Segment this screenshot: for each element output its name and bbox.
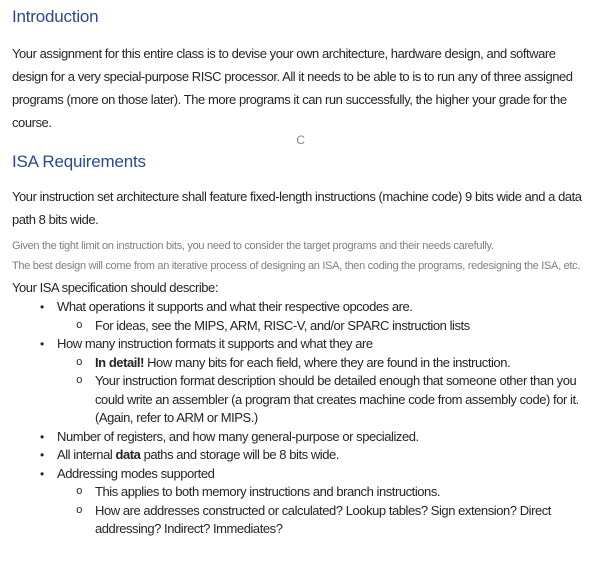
list-item-bold-run: In detail! [95, 354, 144, 370]
heading-introduction: Introduction [12, 7, 99, 26]
list-item-text [57, 298, 589, 317]
list-item-run: How are addresses constructed or calculated? Lookup tables? Sign extension? Direct addressing? Indirect? Immediates? [95, 502, 551, 536]
list-item-run: Addressing modes supported [57, 465, 215, 481]
list-subitem [12, 502, 589, 539]
list-item-run: Number of registers, and how many general-purpose or specialized. [57, 428, 419, 444]
list-item-run: All internal [57, 447, 116, 462]
note-line-2: The best design will come from an iterative process of designing an ISA, then coding the programs, redesigning the ISA, etc. [12, 260, 581, 272]
list-item [12, 298, 589, 317]
bullet-icon: • [40, 337, 44, 351]
spec-intro-paragraph: Your ISA specification should describe: [12, 280, 218, 295]
intro-paragraph: Your assignment for this entire class is to devise your own architecture, hardware design, and software design for a very special-purpose RISC processor. All it needs to be able to is to run any of three assigned programs (more on those later). The more programs it can run successfully, the higher your grade for the course. [12, 46, 573, 130]
list-item-run: How many bits for each field, where they are found in the instruction. [143, 354, 511, 370]
list-item-text [57, 446, 589, 465]
list-item-bold-run: data [115, 447, 141, 462]
list-item-text [57, 465, 589, 484]
list-subitem [12, 483, 589, 502]
bullet-icon: • [40, 448, 44, 462]
list-item [12, 446, 589, 465]
list-subitem [12, 317, 589, 336]
list-item-run: For ideas, see the MIPS, ARM, RISC-V, and/or SPARC instruction lists [95, 317, 470, 333]
list-item-text [57, 335, 589, 354]
circle-bullet-icon: o [76, 375, 83, 387]
list-item-text [95, 483, 589, 502]
list-item [12, 335, 589, 354]
circle-bullet-icon: o [76, 319, 83, 332]
list-item-text [95, 372, 589, 428]
list-subitem [12, 372, 589, 428]
circle-bullet-icon: o [76, 504, 83, 517]
spec-list [12, 298, 589, 539]
circle-bullet-icon: o [76, 486, 83, 498]
bullet-icon: • [40, 429, 44, 444]
note-paragraph [12, 236, 589, 276]
list-item [12, 428, 589, 447]
bullet-icon: • [40, 300, 44, 314]
bullet-icon: • [40, 466, 44, 481]
list-item-text [95, 317, 589, 336]
list-item-run: paths and storage will be 8 bits wide. [140, 447, 339, 462]
circle-bullet-icon: o [76, 356, 83, 369]
list-item-run: How many instruction formats it supports and what they are [57, 336, 373, 351]
list-item-run: Your instruction format description should be detailed enough that someone other than you could write an assembler (a program that creates machine code from assembly code) for it. (Again, refer to ARM or MIPS.) [95, 373, 579, 425]
list-item-run: What operations it supports and what their respective opcodes are. [57, 299, 413, 314]
note-line-1: Given the tight limit on instruction bits, you need to consider the target programs and their needs carefully. [12, 240, 494, 252]
stray-c-text: C [296, 133, 305, 147]
list-item-text [57, 428, 589, 447]
heading-isa-requirements: ISA Requirements [12, 152, 146, 171]
list-item-text [95, 502, 589, 539]
list-item-text [95, 354, 589, 373]
isa-requirements-paragraph: Your instruction set architecture shall feature fixed-length instructions (machine code) 9 bits wide and a data path 8 bits wide. [12, 189, 582, 227]
list-item-run: This applies to both memory instructions and branch instructions. [95, 484, 441, 499]
list-subitem [12, 354, 589, 373]
list-item [12, 465, 589, 484]
